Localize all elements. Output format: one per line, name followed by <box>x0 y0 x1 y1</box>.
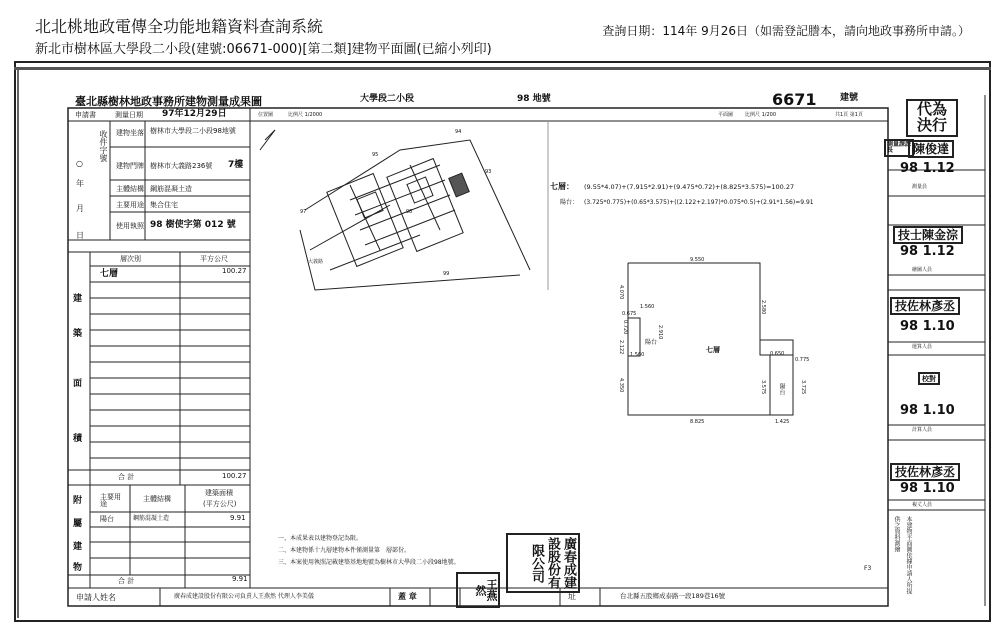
apply-book-label: 申請書 <box>75 111 96 119</box>
note-2: 二、本建物係十九層建物本件僅測量第 層部份。 <box>278 547 411 554</box>
note-1: 一、本成果表以建物登記為限。 <box>278 535 363 542</box>
calc-balcony: (3.725*0.775)+(0.65*3.575)+((2.122+2.197)*0.075*0.5)+(2.91*1.56)=9.91 <box>584 199 814 206</box>
lot-98: 98 <box>406 209 413 215</box>
signature-date-3: 98 1.10 <box>900 319 955 334</box>
company-seal: 廣春成建設股份有限公司 <box>506 533 580 593</box>
dim-right-mid: 0.650 <box>770 351 785 357</box>
receipt-mark-4: 日 <box>76 231 84 240</box>
footer-code: F3 <box>864 565 872 572</box>
annex-use-label: 主要用途 <box>100 493 121 508</box>
signature-role-4: 計算人員 <box>912 427 933 433</box>
signature-role-2: 繪圖人員 <box>912 267 933 273</box>
calc-balcony-label: 陽台： <box>560 199 579 206</box>
annex-total-label: 合 計 <box>118 577 135 585</box>
dim-right-mid2: 0.775 <box>795 357 810 363</box>
door-floor: 7樓 <box>228 160 244 170</box>
system-title: 北北桃地政電傳全功能地籍資料查詢系統 <box>35 17 324 36</box>
receipt-mark-1: ○ <box>76 159 83 168</box>
seal-label: 蓋 章 <box>398 592 417 601</box>
dim-left-inner1: 0.675 <box>622 311 637 317</box>
calc-floor: (9.55*4.07)+(7.915*2.91)+(9.475*0.72)+(8.825*3.575)=100.27 <box>584 183 795 191</box>
address-value: 台北縣五股鄉成泰路一段189巷16號 <box>620 592 726 600</box>
area-section-1: 建 <box>73 294 83 304</box>
dim-right-low: 3.575 <box>760 380 766 395</box>
signature-date-2: 98 1.12 <box>900 244 955 259</box>
license-label: 使用執照 <box>116 222 144 230</box>
receipt-number-label: 收件字號 <box>99 130 108 162</box>
person-seal: 王燕然 <box>456 572 500 608</box>
annex-section-1: 附 <box>73 496 83 506</box>
building-number: 6671 <box>772 90 817 109</box>
lot-99: 99 <box>443 271 450 277</box>
lot-93: 93 <box>485 169 492 175</box>
dim-right-low2: 3.725 <box>800 380 806 395</box>
stamp-prefix: 測量課課長 <box>884 139 914 157</box>
signature-role-3: 運算人員 <box>912 344 933 350</box>
license-value: 98 樹使字第 012 號 <box>150 220 236 230</box>
location-map-scale: 比例尺 1/2000 <box>288 112 323 118</box>
signature-stamp-4: 校對 <box>918 372 940 385</box>
dim-left-inner5: 2.122 <box>618 340 624 355</box>
document-subtitle: 新北市樹林區大學段二小段(建號:06671-000)[第二類]建物平面圖(已縮小列印) <box>35 42 492 57</box>
dim-left-inner2: 1.560 <box>640 304 655 310</box>
dim-bottom: 8.825 <box>690 419 705 425</box>
plan-balcony-left: 陽台 <box>645 339 658 346</box>
door-number-label: 建物門牌 <box>116 162 144 170</box>
dim-bottom-right: 1.425 <box>775 419 790 425</box>
annex-section-3: 建 <box>73 542 83 552</box>
annex-structure: 鋼筋混凝土造 <box>133 515 170 522</box>
dim-left-top: 4.070 <box>618 285 624 300</box>
main-use-label: 主要用途 <box>116 201 144 209</box>
annex-structure-label: 主體結構 <box>143 495 171 503</box>
dim-left-inner4: 1.560 <box>630 352 645 358</box>
receipt-mark-3: 月 <box>76 204 84 213</box>
road-label: 大義路 <box>308 259 324 265</box>
plan-room-label: 七層 <box>706 346 720 354</box>
vertical-note: 本建物平面圖依據申請人所提供之資料測繪 <box>893 516 912 594</box>
signature-date-1: 98 1.12 <box>900 161 955 176</box>
annex-area: 9.91 <box>230 514 246 522</box>
top-stamp: 代為決行 <box>906 99 958 137</box>
signature-stamp-2: 技士陳金淙 <box>893 226 963 244</box>
signature-role-5: 複丈人員 <box>912 502 933 508</box>
annex-area-unit: (平方公尺) <box>203 500 237 508</box>
applicant-name: 廣春成建設股份有限公司負責人王燕然 代理人李美儀 <box>174 593 314 600</box>
building-location: 樹林市大學段二小段98地號 <box>150 127 236 135</box>
building-location-label: 建物坐落 <box>116 129 144 137</box>
area-column-header: 平方公尺 <box>200 255 228 263</box>
main-use-value: 集合住宅 <box>150 201 178 209</box>
annex-section-4: 物 <box>73 563 83 573</box>
area-section-4: 積 <box>73 434 83 444</box>
lot-97: 97 <box>300 209 307 215</box>
signature-stamp-1: 陳俊達 <box>908 140 954 158</box>
floor-column-header: 層次別 <box>120 255 141 263</box>
lot-95: 95 <box>372 152 379 158</box>
address-label: 址 <box>568 592 576 601</box>
survey-date-label: 測量日期 <box>115 111 143 119</box>
signature-date-5: 98 1.10 <box>900 481 955 496</box>
location-map-label: 位置圖 <box>258 112 274 118</box>
structure-label: 主體結構 <box>116 185 144 193</box>
query-date: 查詢日期：114年 9月26日（如需登記謄本，請向地政事務所申請。） <box>602 24 970 38</box>
dim-left-mid: 0.720 <box>622 320 628 335</box>
area-section-2: 築 <box>73 329 83 339</box>
receipt-mark-2: 年 <box>76 179 84 188</box>
dim-left-inner3: 2.910 <box>657 325 663 340</box>
form-title: 臺北縣樹林地政事務所建物測量成果圖 <box>75 95 262 108</box>
floor-area: 100.27 <box>222 267 247 275</box>
area-total: 100.27 <box>222 472 247 480</box>
dim-top: 9.550 <box>690 257 705 263</box>
floor-name: 七層 <box>100 269 119 279</box>
signature-date-4: 98 1.10 <box>900 403 955 418</box>
area-section-3: 面 <box>73 379 83 389</box>
dim-right-top: 2.580 <box>760 300 766 315</box>
signature-role-1: 測量員 <box>912 184 928 190</box>
building-number-suffix: 建號 <box>840 93 859 103</box>
sheet-number: 共1頁 第1頁 <box>835 112 863 118</box>
note-3: 三、本案使用執照記載建築基地地號為樹林市大學段二小段98地號。 <box>278 559 460 566</box>
calc-floor-label: 七層： <box>550 182 574 191</box>
area-total-label: 合 計 <box>118 473 135 481</box>
plan-balcony-right: 陽台 <box>778 383 785 395</box>
plan-scale: 比例尺 1/200 <box>745 112 776 118</box>
signature-stamp-3: 技佐林彥丞 <box>890 297 960 315</box>
plan-label: 平面圖 <box>718 112 734 118</box>
annex-total: 9.91 <box>232 575 248 583</box>
signature-stamp-5: 技佐林彥丞 <box>890 463 960 481</box>
lot-number: 98 地號 <box>517 94 551 104</box>
door-number: 樹林市大義路236號 <box>150 162 213 170</box>
section-name: 大學段二小段 <box>360 94 415 104</box>
lot-94: 94 <box>455 129 462 135</box>
applicant-label: 申請人姓名 <box>76 593 116 602</box>
dim-left-low: 4.350 <box>618 378 624 393</box>
annex-area-label: 建築面積 <box>205 489 233 497</box>
annex-name: 陽台 <box>100 515 114 523</box>
annex-section-2: 屬 <box>73 519 83 529</box>
survey-date: 97年12月29日 <box>162 109 227 119</box>
structure-value: 鋼筋混凝土造 <box>150 185 192 193</box>
